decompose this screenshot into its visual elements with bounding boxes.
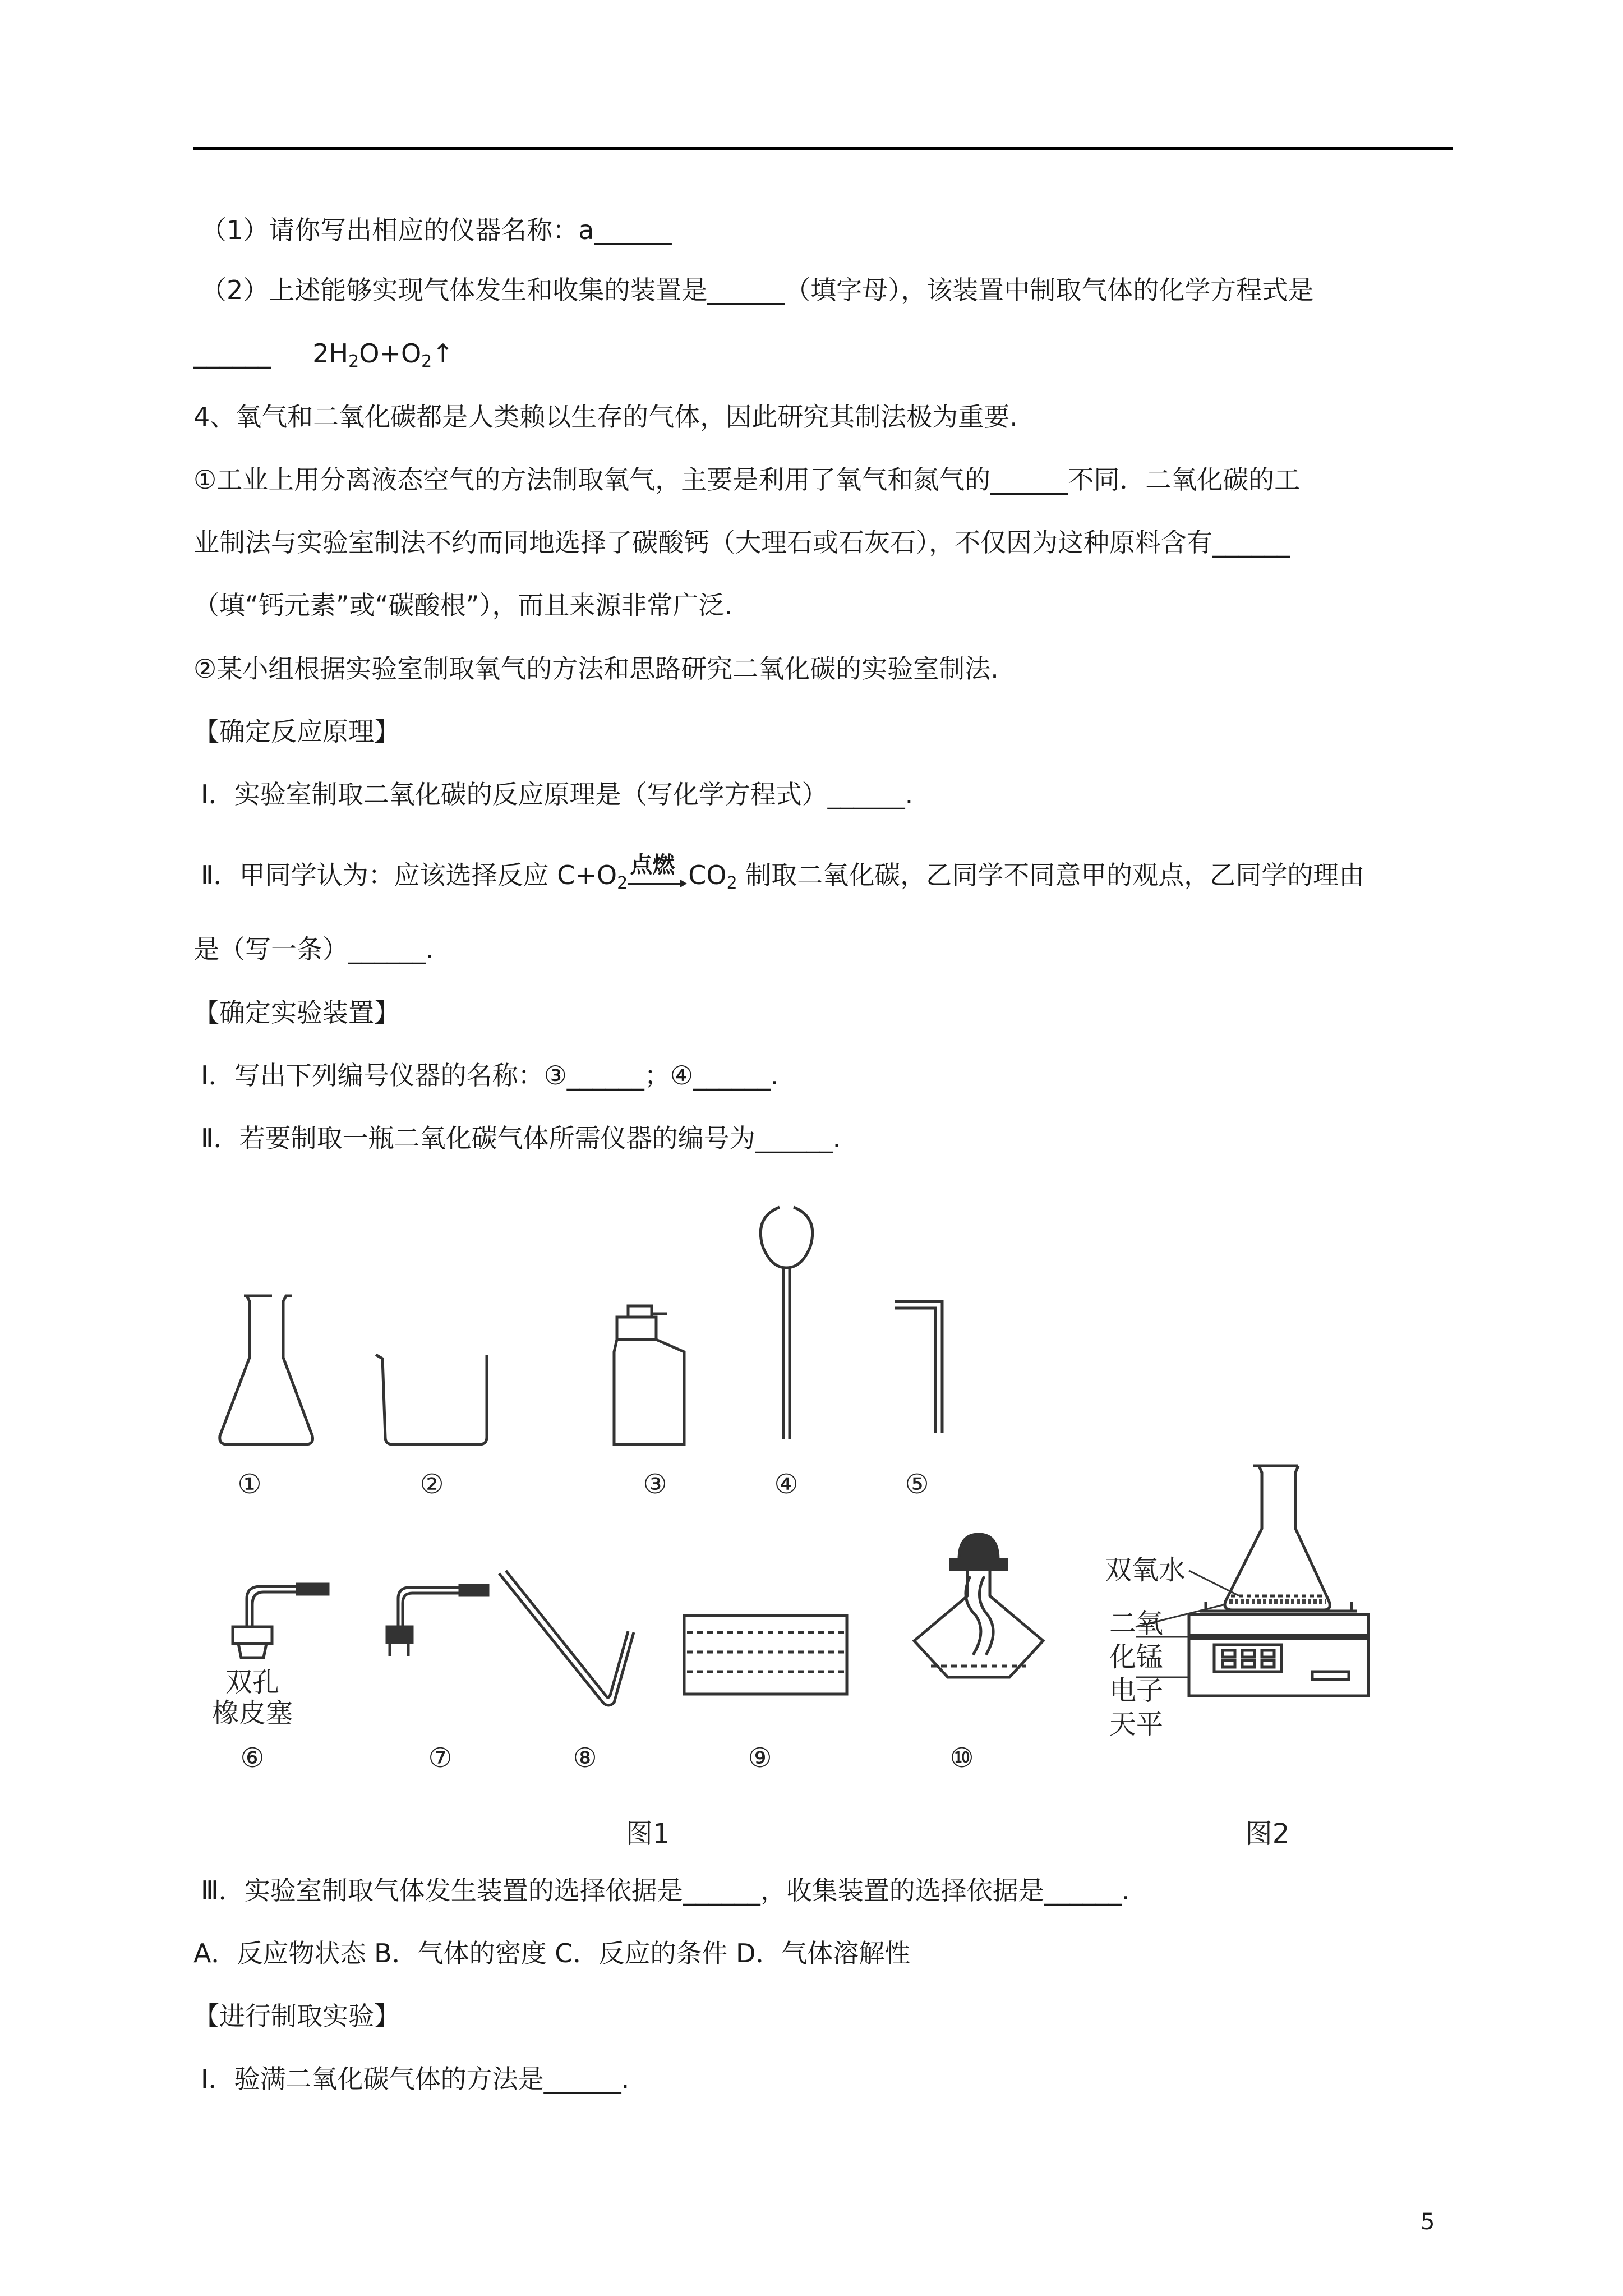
label-4: ④ (774, 1469, 799, 1500)
answer-blank: ______ (193, 338, 271, 369)
s2-options: A．反应物状态 B．气体的密度 C．反应的条件 D．气体溶解性 (193, 1938, 911, 1968)
bent-glass-tube (895, 1301, 942, 1433)
fig2-label-balance-line1: 电子 (1109, 1675, 1164, 1706)
label-8: ⑧ (573, 1742, 597, 1774)
bent-delivery-tube (499, 1571, 634, 1705)
q3-part2-answer (193, 337, 454, 379)
stopper-label-line1: 双孔 (225, 1667, 280, 1698)
s1-item-2: Ⅱ．甲同学认为：应该选择反应 $C+O_2$ 点燃 $CO_2$ 制取二氧化碳，乙同学不同意甲的观点，乙同学的理由 (201, 852, 1365, 893)
single-hole-stopper (387, 1585, 488, 1656)
fig2-label-h2o2: 双氧水 (1105, 1554, 1186, 1586)
apparatus-figure (185, 1184, 1464, 1857)
stopper-label-line2: 橡皮塞 (211, 1697, 293, 1729)
label-3: ③ (643, 1469, 667, 1500)
double-hole-stopper (233, 1584, 328, 1658)
section-experiment: 【进行制取实验】 (193, 2001, 400, 2031)
figure-1-caption: 图1 (625, 1818, 670, 1849)
fig2-label-mno2-line2: 化锰 (1109, 1641, 1164, 1673)
q4-title: 4、氧气和二氧化碳都是人类赖以生存的气体，因此研究其制法极为重要. (193, 402, 1018, 432)
conical-flask (220, 1296, 313, 1444)
figure-2-caption: 图2 (1245, 1818, 1290, 1849)
s1-item-1: Ⅰ．实验室制取二氧化碳的反应原理是（写化学方程式）______. (201, 779, 914, 809)
section-apparatus: 【确定实验装置】 (193, 997, 400, 1028)
s3-item-1: Ⅰ．验满二氧化碳气体的方法是______. (201, 2064, 630, 2094)
reagent-bottle (614, 1306, 684, 1444)
q3-part1: （1）请你写出相应的仪器名称：a______ (201, 215, 672, 245)
s1-item-2-cont: 是（写一条）______. (193, 934, 434, 964)
q4-p2: ②某小组根据实验室制取氧气的方法和思路研究二氧化碳的实验室制法. (193, 654, 999, 684)
q4-p1-line3: （填“钙元素”或“碳酸根”），而且来源非常广泛. (193, 590, 732, 620)
label-7: ⑦ (428, 1742, 453, 1774)
label-6: ⑥ (240, 1742, 265, 1774)
s2-item-3: Ⅲ．实验室制取气体发生装置的选择依据是______，收集装置的选择依据是______. (201, 1875, 1130, 1906)
s2-item-1: Ⅰ．写出下列编号仪器的名称：③______；④______. (201, 1060, 779, 1091)
q3-part2: （2）上述能够实现气体发生和收集的装置是______（填字母），该装置中制取气体的化学方程式是 (201, 275, 1314, 305)
alcohol-lamp (914, 1534, 1043, 1677)
label-5: ⑤ (905, 1469, 929, 1500)
header-rule (193, 147, 1453, 150)
q4-p1-line1: ①工业上用分离液态空气的方法制取氧气，主要是利用了氧气和氮气的______不同．二氧化碳的工 (193, 464, 1301, 495)
beaker (376, 1355, 487, 1444)
label-1: ① (237, 1469, 262, 1500)
fig2-label-balance-line2: 天平 (1109, 1709, 1164, 1740)
water-trough (684, 1616, 847, 1694)
section-reaction-principle: 【确定反应原理】 (193, 716, 400, 747)
page-number: 5 (1421, 2209, 1435, 2235)
s2-item-2: Ⅱ．若要制取一瓶二氧化碳气体所需仪器的编号为______. (201, 1123, 841, 1153)
equation-fragment: $2H_2O+O_2↑$ (312, 338, 454, 371)
reaction-arrow: 点燃 (628, 858, 688, 892)
label-2: ② (419, 1469, 444, 1500)
fig2-label-mno2-line1: 二氧 (1109, 1608, 1164, 1639)
long-neck-funnel (760, 1207, 813, 1439)
label-10: ⑩ (949, 1742, 974, 1774)
q4-p1-line2: 业制法与实验室制法不约而同地选择了碳酸钙（大理石或石灰石），不仅因为这种原料含有______ (193, 527, 1290, 558)
label-9: ⑨ (748, 1742, 772, 1774)
